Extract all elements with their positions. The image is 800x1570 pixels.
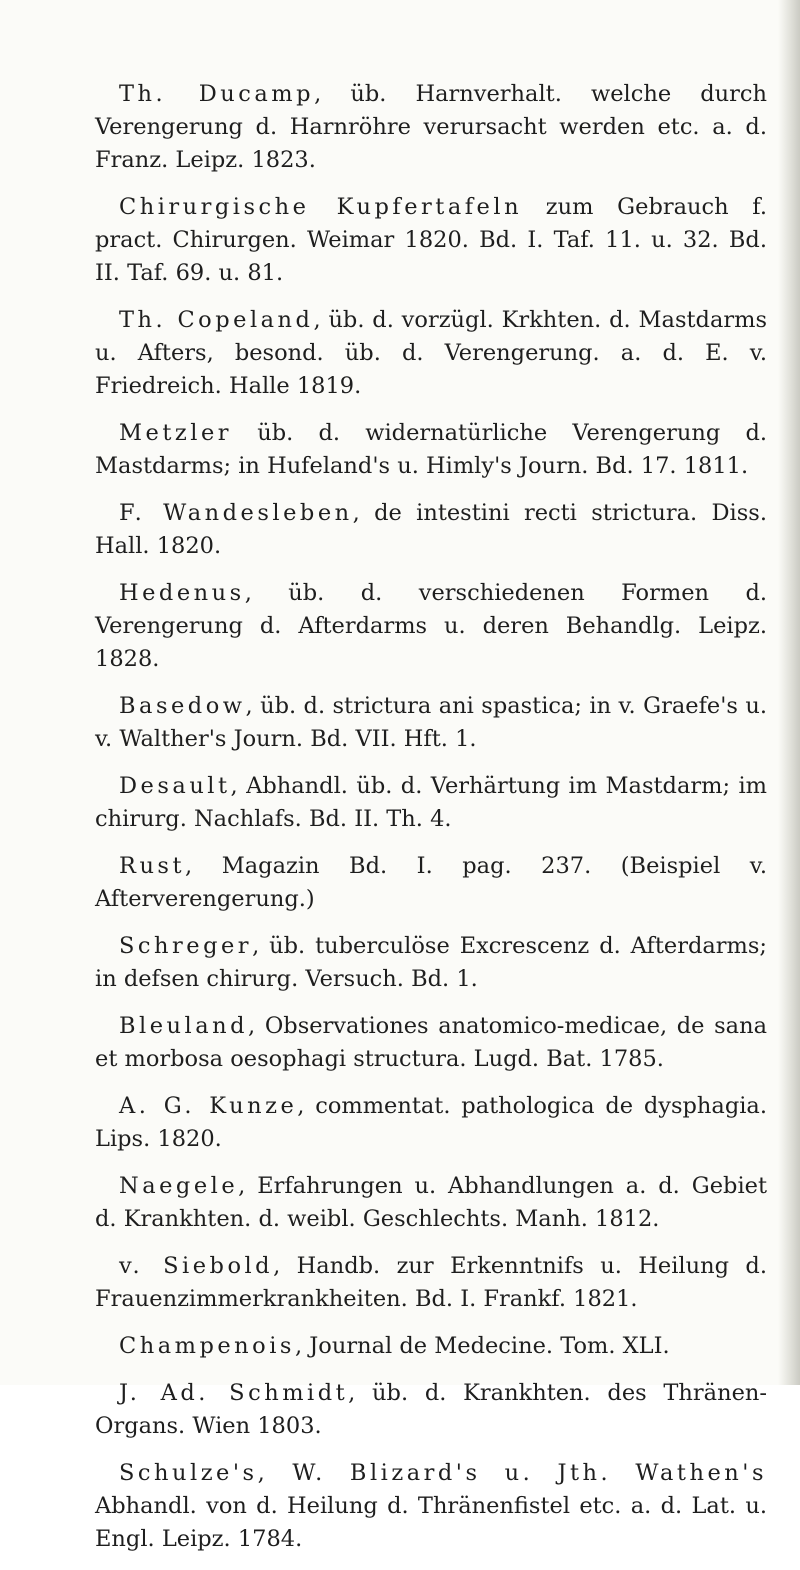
bibliography-entry bbox=[95, 304, 767, 403]
entry-text: , Abhandl. üb. d. Verhärtung im Mastdarm; im chirurg. Nachlafs. Bd. II. Th. 4. bbox=[95, 773, 767, 832]
entry-author: Desault bbox=[119, 773, 231, 799]
bibliography-entry bbox=[95, 497, 767, 563]
entry-text: , üb. d. vorzügl. Krkhten. d. Mastdarms u. Afters, besond. üb. d. Verengerung. a. d. E. v. Friedreich. Halle 1819. bbox=[95, 307, 767, 399]
bibliography-entry bbox=[95, 1170, 767, 1236]
entry-author: J. Ad. Schmidt bbox=[119, 1380, 349, 1406]
bibliography-entry bbox=[95, 930, 767, 996]
entry-text: , Handb. zur Erkenntnifs u. Heilung d. Frauenzimmerkrankheiten. Bd. I. Frankf. 1821. bbox=[95, 1253, 767, 1312]
bibliography-entry bbox=[95, 577, 767, 676]
entry-author: A. G. Kunze bbox=[119, 1093, 298, 1119]
entry-author: Schulze's, W. Blizard's u. Jth. Wathen's bbox=[119, 1460, 767, 1486]
entry-text: , üb. d. Krankhten. des Thränen-Organs. Wien 1803. bbox=[95, 1380, 767, 1439]
entry-text: , Journal de Medecine. Tom. XLI. bbox=[294, 1333, 670, 1359]
bibliography-entry bbox=[95, 1250, 767, 1316]
entry-text: , üb. d. strictura ani spastica; in v. Graefe's u. v. Walther's Journ. Bd. VII. Hft. 1. bbox=[95, 693, 767, 752]
entry-text: Abhandl. von d. Heilung d. Thränenfistel etc. a. d. Lat. u. Engl. Leipz. 1784. bbox=[95, 1493, 767, 1552]
entry-author: Champenois bbox=[119, 1333, 295, 1359]
entry-author: Rust bbox=[119, 853, 186, 879]
bibliography-entry bbox=[95, 1090, 767, 1156]
entry-author: Th. Ducamp bbox=[119, 81, 315, 107]
bibliography-entry bbox=[95, 690, 767, 756]
entry-text: , üb. d. verschiedenen Formen d. Verengerung d. Afterdarms u. deren Behandlg. Leipz. 1828. bbox=[95, 580, 767, 672]
entry-text: zum Gebrauch f. pract. Chirurgen. Weimar 1820. Bd. I. Taf. 11. u. 32. Bd. II. Taf. 69. u. 81. bbox=[95, 194, 767, 286]
bibliography-entry bbox=[95, 191, 767, 290]
entry-author: Th. Copeland bbox=[119, 307, 314, 333]
entry-text: , Magazin Bd. I. pag. 237. (Beispiel v. Afterverengerung.) bbox=[95, 853, 767, 912]
entry-text: , de intestini recti strictura. Diss. Hall. 1820. bbox=[95, 500, 767, 559]
bibliography-entry bbox=[95, 1010, 767, 1076]
page-edge-shadow bbox=[778, 0, 800, 1385]
entry-author: Hedenus bbox=[119, 580, 245, 606]
entry-author: Basedow bbox=[119, 693, 246, 719]
bibliography-entry bbox=[95, 78, 767, 177]
bibliography-entry bbox=[95, 770, 767, 836]
bibliography-entry bbox=[95, 1457, 767, 1556]
entry-text: , commentat. pathologica de dysphagia. Lips. 1820. bbox=[95, 1093, 767, 1152]
entry-author: F. Wandesleben bbox=[119, 500, 353, 526]
bibliography-entry bbox=[95, 850, 767, 916]
entry-text: üb. d. widernatürliche Verengerung d. Mastdarms; in Hufeland's u. Himly's Journ. Bd. 17. 1811. bbox=[95, 420, 767, 479]
entry-author: Chirurgische Kupfertafeln bbox=[119, 194, 523, 220]
entry-author: Metzler bbox=[119, 420, 233, 446]
bibliography-entry bbox=[95, 417, 767, 483]
entry-author: v. Siebold bbox=[119, 1253, 274, 1279]
bibliography-entry bbox=[95, 1377, 767, 1443]
bibliography-list bbox=[95, 78, 767, 1570]
entry-text: , üb. tuberculöse Excrescenz d. Afterdarms; in defsen chirurg. Versuch. Bd. 1. bbox=[95, 933, 767, 992]
entry-text: , Observationes anatomico-medicae, de sana et morbosa oesophagi structura. Lugd. Bat. 1785. bbox=[95, 1013, 767, 1072]
entry-author: Bleuland bbox=[119, 1013, 249, 1039]
bibliography-entry bbox=[95, 1330, 767, 1363]
entry-author: Schreger bbox=[119, 933, 253, 959]
entry-author: Naegele bbox=[119, 1173, 239, 1199]
entry-text: , üb. Harnverhalt. welche durch Verengerung d. Harnröhre verursacht werden etc. a. d. Franz. Leipz. 1823. bbox=[95, 81, 767, 173]
entry-text: , Erfahrungen u. Abhandlungen a. d. Gebiet d. Krankhten. d. weibl. Geschlechts. Manh. 1812. bbox=[95, 1173, 767, 1232]
